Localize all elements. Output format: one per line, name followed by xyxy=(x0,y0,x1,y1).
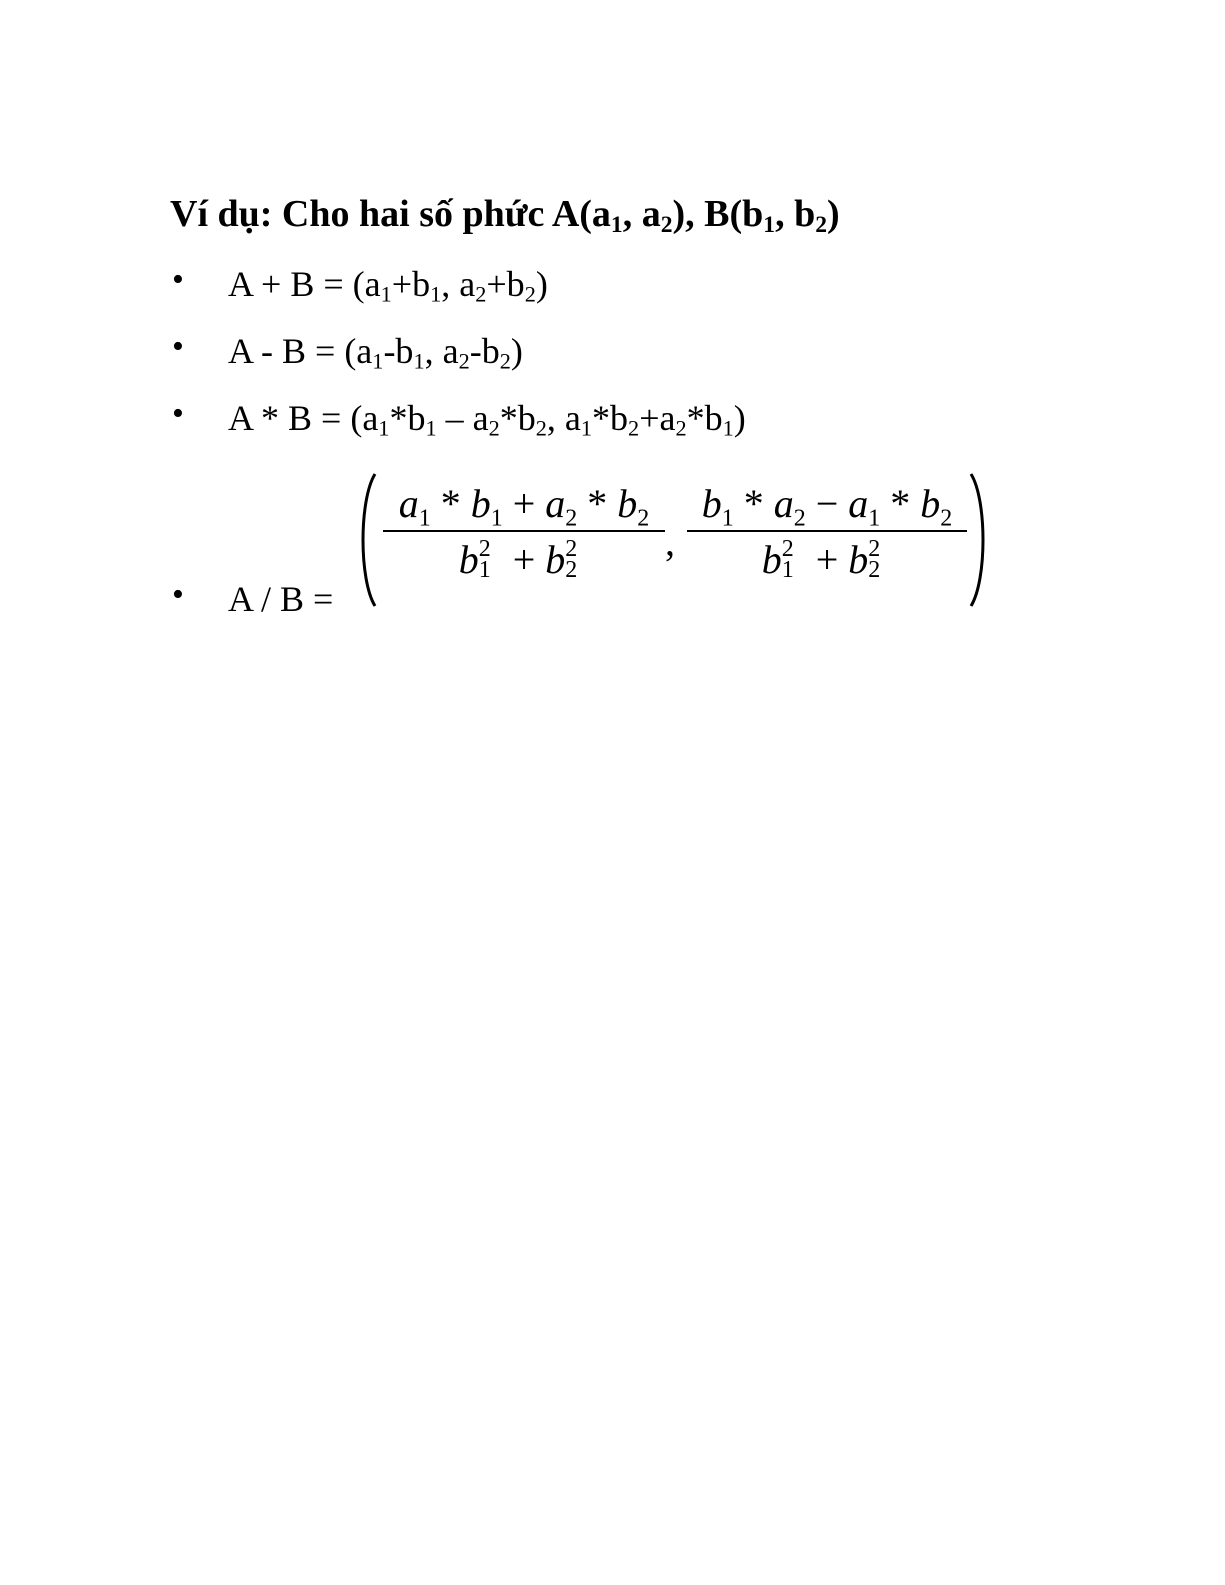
fraction-denominator: b 2 1 + b 2 2 xyxy=(458,535,578,584)
fraction-numerator: $a_1 * b_1 + a_2 * b_2$ xyxy=(398,481,650,532)
right-parenthesis-icon xyxy=(967,470,991,610)
bullet-icon: • xyxy=(172,261,184,298)
bullet-icon: • xyxy=(172,395,184,432)
formula-division-label: A / B = xyxy=(228,579,334,619)
fraction-separator: , xyxy=(665,519,675,564)
formula-addition: $A + B = (a_1+b_1$, $a_2+b_2$) xyxy=(228,264,548,307)
formula-division xyxy=(355,470,995,620)
fraction-denominator: b 2 1 + b 2 2 xyxy=(761,535,881,584)
bullet-icon: • xyxy=(172,576,184,613)
fraction-imaginary-part xyxy=(687,482,967,582)
bullet-icon: • xyxy=(172,328,184,365)
left-parenthesis-icon xyxy=(355,470,379,610)
formula-subtraction: $A - B = (a_1-b_1$, $a_2-b_2$) xyxy=(228,331,523,374)
example-heading: Ví dụ: Cho hai số phức $A(a_1$, $a_2$), $B(b_1$, $b_2$) xyxy=(170,193,840,238)
fraction-real-part xyxy=(383,482,665,582)
formula-multiplication: $A * B = (a_1*b_1 - a_2*b_2$, $a_1*b_2+a_2*b_1$) xyxy=(228,398,746,441)
fraction-numerator: $b_1 * a_2 - a_1 * b_2$ xyxy=(701,481,953,532)
